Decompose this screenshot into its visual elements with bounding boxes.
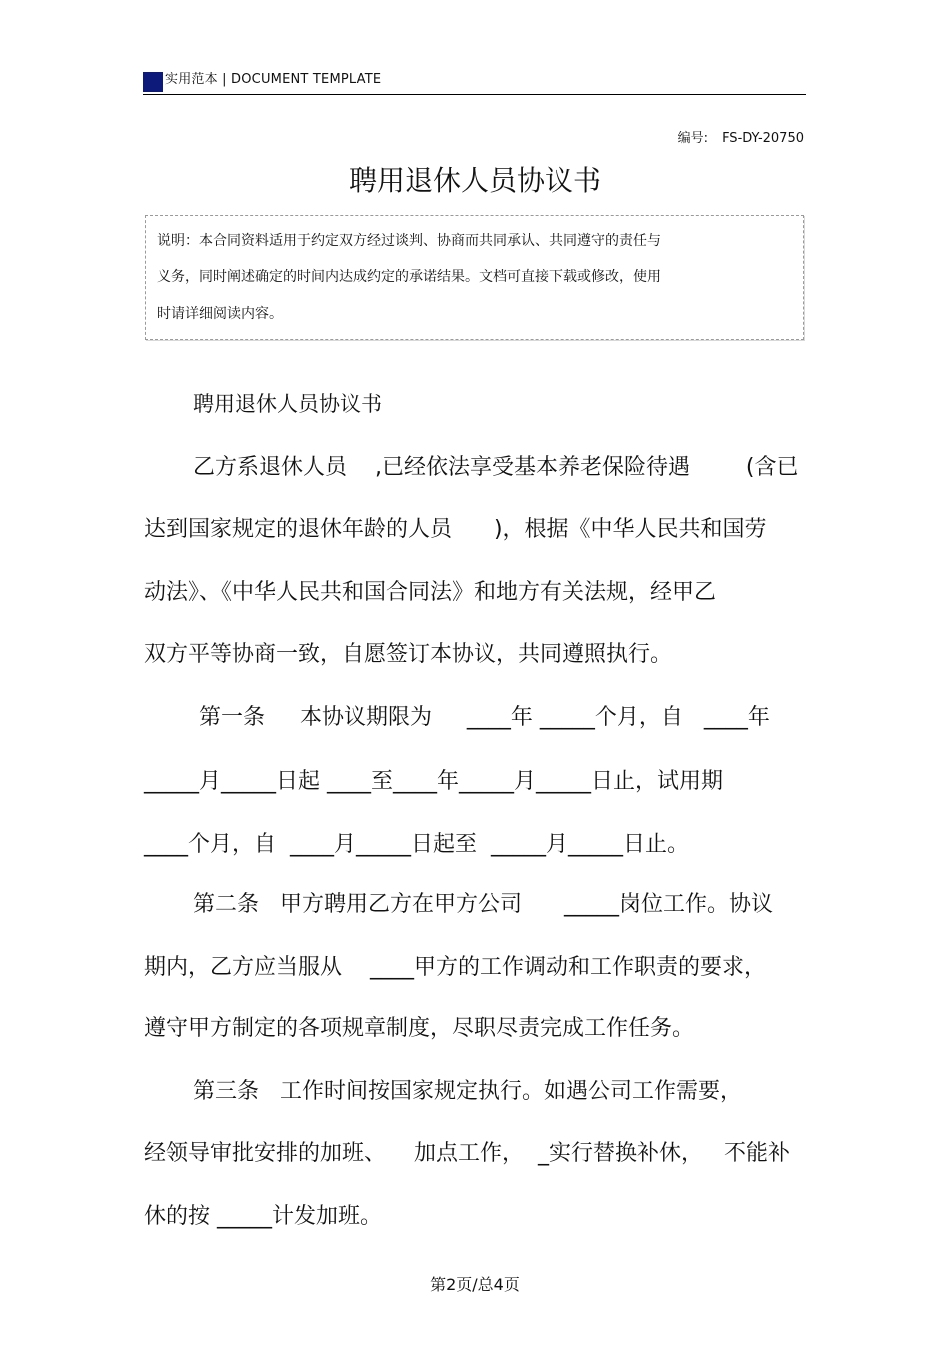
document-number-label: 编号: — [677, 131, 709, 146]
body-line: 乙方系退休人员 ,已经依法享受基本养老保险待遇 (含已 — [193, 455, 799, 480]
article-1-line: _____月_____日起 ____至____年_____月_____日止，试用期 — [144, 769, 723, 794]
template-logo-square — [143, 72, 163, 92]
article-2-line: 遵守甲方制定的各项规章制度，尽职尽责完成工作任务。 — [144, 1016, 695, 1041]
description-line: 时请详细阅读内容。 — [157, 306, 283, 322]
document-number — [678, 127, 804, 146]
page-indicator: 第2页/总4页 — [430, 1275, 520, 1294]
body-line: 达到国家规定的退休年龄的人员 )，根据《中华人民共和国劳 — [144, 517, 767, 542]
article-3-line: 经领导审批安排的加班、 加点工作， _实行替换补休， 不能补 — [144, 1141, 790, 1166]
body-line: 动法》、《中华人民共和国合同法》和地方有关法规，经甲乙 — [144, 580, 717, 605]
header-label: 实用范本 | DOCUMENT TEMPLATE — [165, 72, 382, 87]
article-2-line: 期内，乙方应当服从 ____甲方的工作调动和工作职责的要求， — [144, 955, 766, 980]
description-line: 说明：本合同资料适用于约定双方经过谈判、协商而共同承认、共同遵守的责任与 — [157, 233, 661, 249]
article-3-line: 休的按 _____计发加班。 — [144, 1204, 382, 1229]
page-title: 聘用退休人员协议书 — [348, 164, 601, 197]
body-subtitle: 聘用退休人员协议书 — [193, 392, 382, 416]
document-number-value: FS-DY-20750 — [722, 131, 804, 146]
article-3-line: 第三条 工作时间按国家规定执行。如遇公司工作需要， — [193, 1079, 742, 1104]
article-1-line: ____个月，自 ____月_____日起至 _____月_____日止。 — [144, 832, 689, 857]
description-line: 义务，同时阐述确定的时间内达成约定的承诺结果。文档可直接下载或修改，使用 — [157, 269, 661, 285]
article-1-line: 第一条 本协议期限为 ____年 _____个月，自 ____年 — [199, 705, 770, 730]
description-box — [145, 215, 804, 340]
document-header — [143, 70, 806, 95]
article-2-line: 第二条 甲方聘用乙方在甲方公司 _____岗位工作。协议 — [193, 892, 773, 917]
body-line: 双方平等协商一致，自愿签订本协议，共同遵照执行。 — [144, 642, 673, 667]
